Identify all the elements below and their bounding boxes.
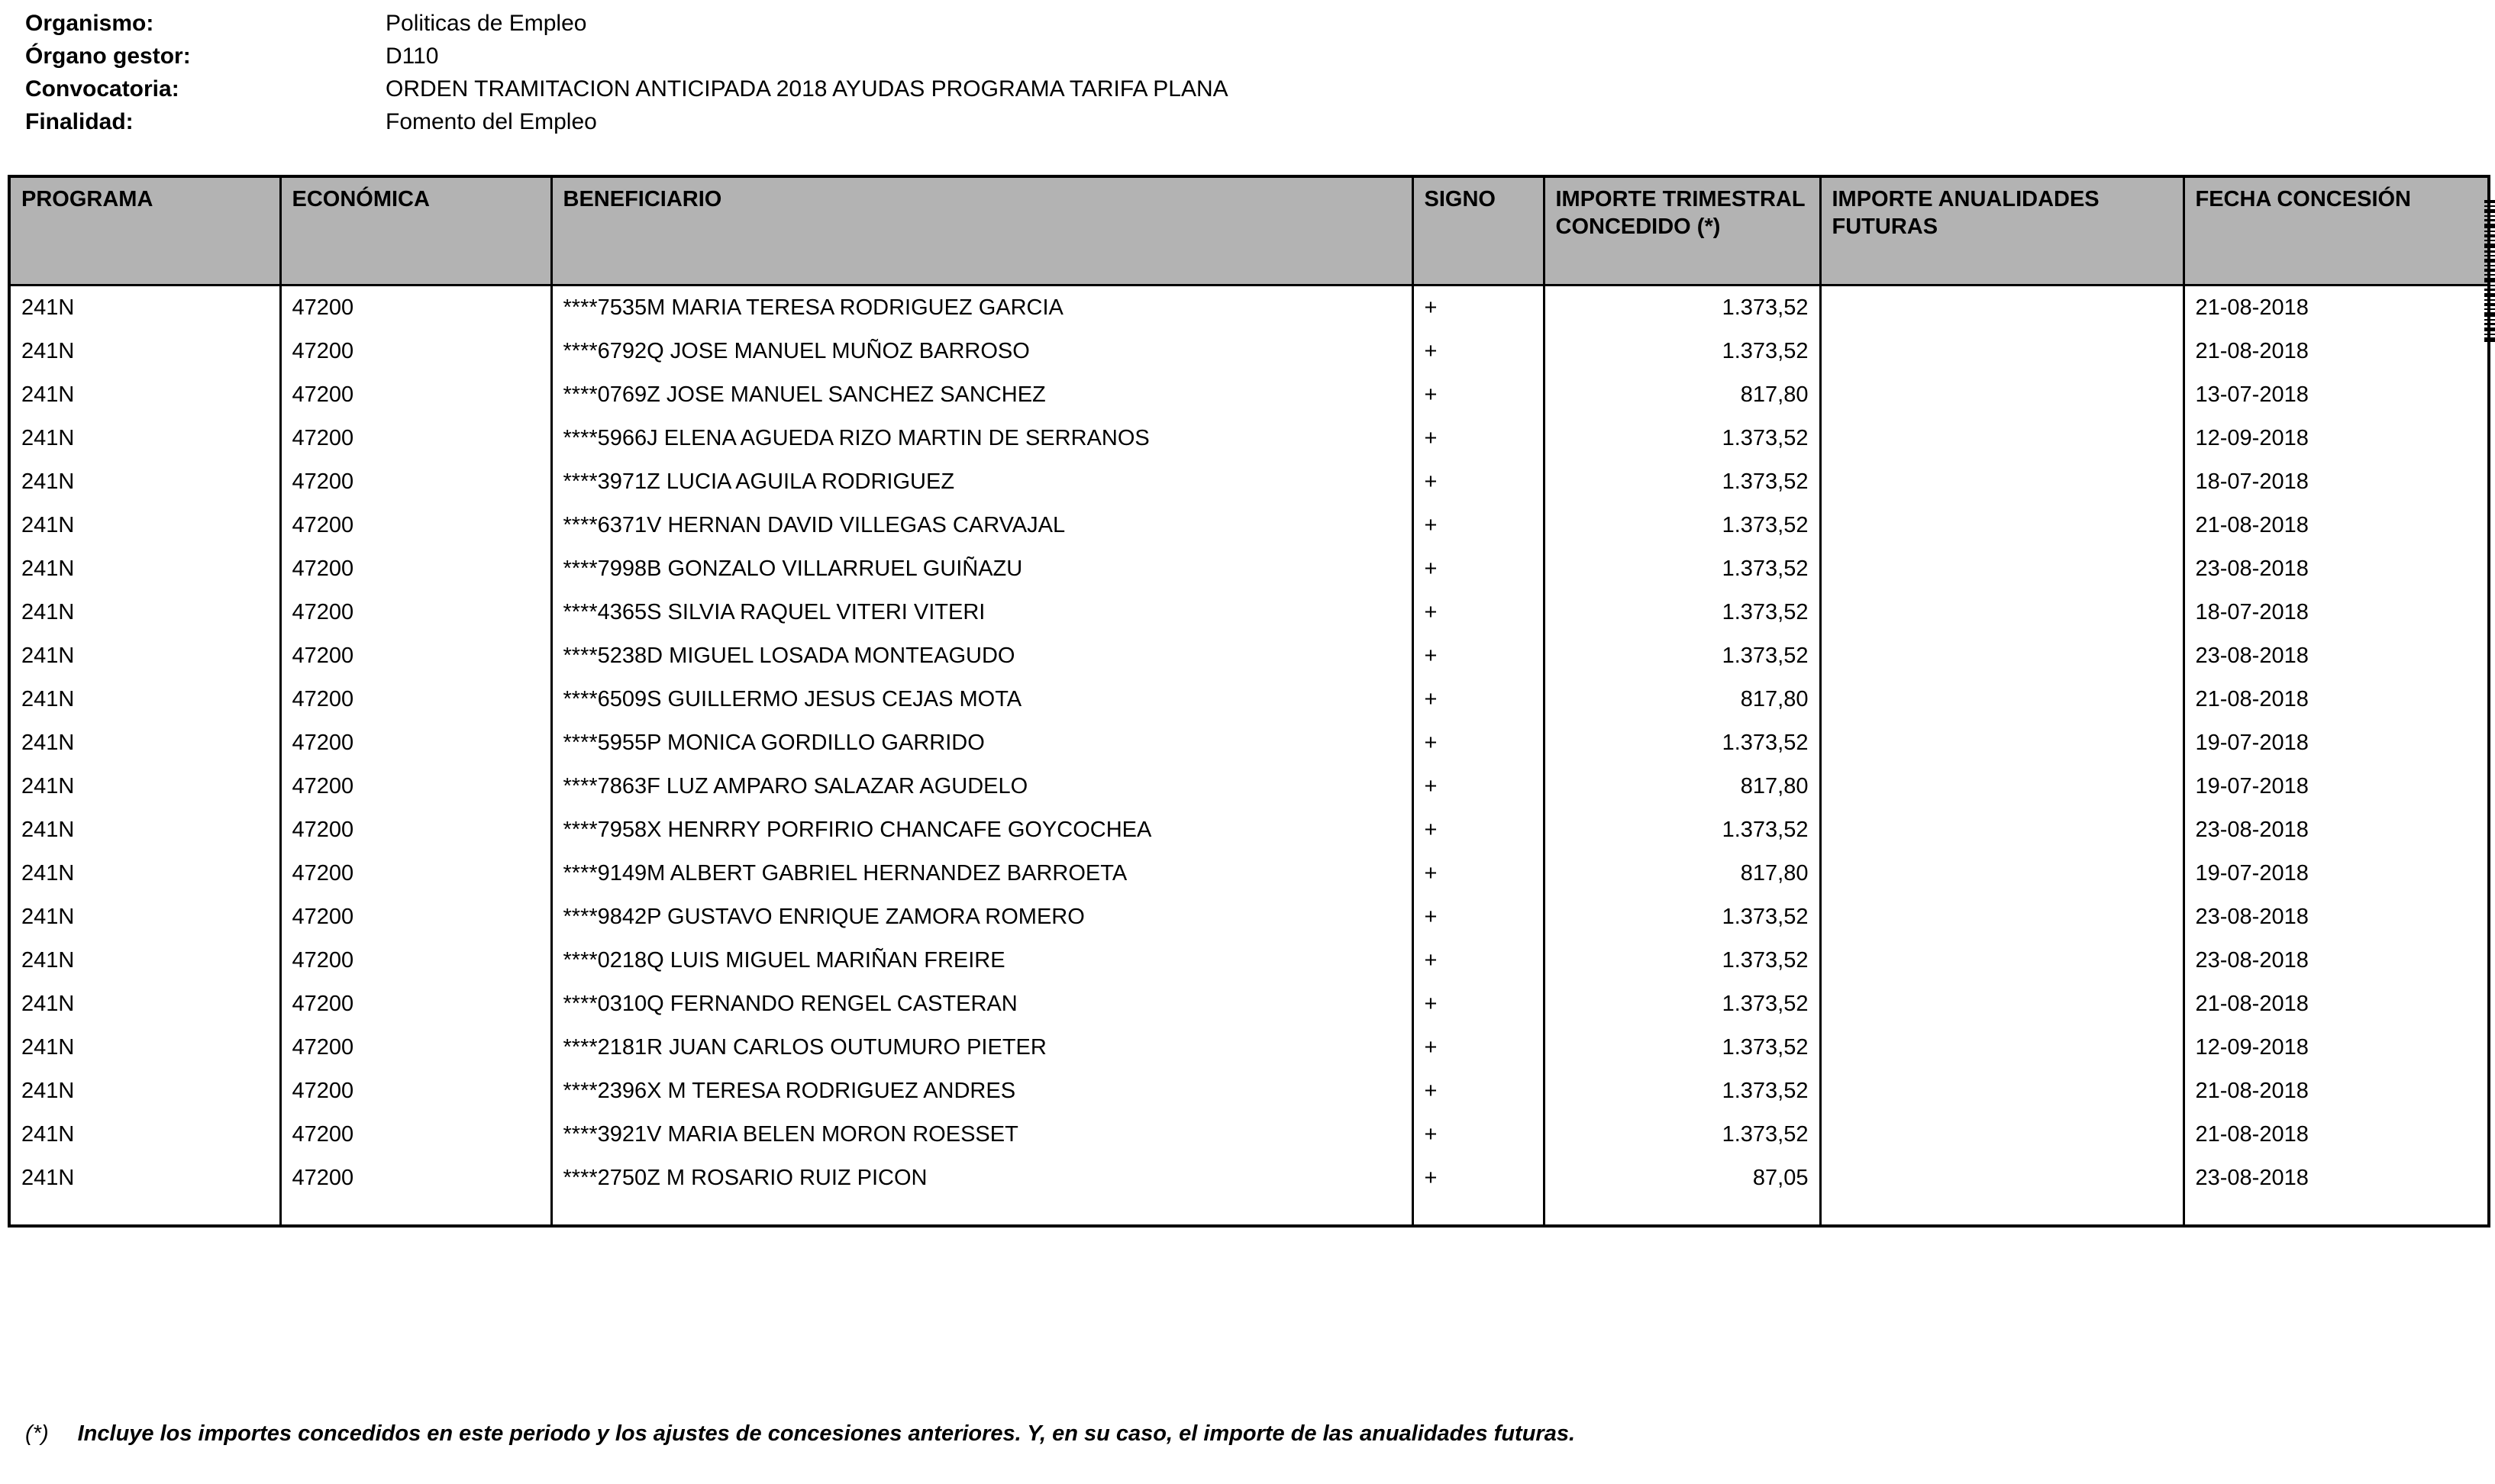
meta-field-value: ORDEN TRAMITACION ANTICIPADA 2018 AYUDAS PROGRAMA TARIFA PLANA [386,76,1228,102]
cell-beneficiario: ****9149M ALBERT GABRIEL HERNANDEZ BARROETA [551,852,1412,895]
cell-programa: 241N [9,504,280,547]
cell-signo: + [1412,1113,1544,1157]
footnote-text: Incluye los importes concedidos en este periodo y los ajustes de concesiones anteriores. Y, en su caso, el importe de las anualidades futuras. [77,1421,1576,1446]
table-row [9,373,2489,417]
table-row [9,634,2489,678]
cell-signo: + [1412,547,1544,591]
cell-fecha-concesion: 23-08-2018 [2184,634,2489,678]
header-cell-importe-trimestral: IMPORTE TRIMESTRAL CONCEDIDO (*) [1544,176,1820,285]
table-header-row [9,176,2489,285]
cell-beneficiario: ****0218Q LUIS MIGUEL MARIÑAN FREIRE [551,939,1412,982]
meta-field-label: Organismo: [25,11,154,36]
spacer-row [9,1200,2489,1226]
cell-importe-anualidades [1820,1113,2184,1157]
cell-programa: 241N [9,373,280,417]
cell-economica: 47200 [280,634,551,678]
cell-importe-trimestral: 1.373,52 [1544,591,1820,634]
cell-importe-anualidades [1820,721,2184,765]
table-row [9,939,2489,982]
header-cell-fecha-concesion: FECHA CONCESIÓN [2184,176,2489,285]
cell-importe-anualidades [1820,547,2184,591]
cell-fecha-concesion: 13-07-2018 [2184,373,2489,417]
cell-importe-anualidades [1820,939,2184,982]
table-row [9,1113,2489,1157]
meta-field-organo-gestor [25,42,2495,71]
cell-programa: 241N [9,591,280,634]
cell-beneficiario: ****2750Z M ROSARIO RUIZ PICON [551,1157,1412,1200]
cell-importe-anualidades [1820,417,2184,460]
meta-field-convocatoria [25,75,2495,104]
cell-fecha-concesion: 21-08-2018 [2184,504,2489,547]
cell-economica: 47200 [280,678,551,721]
cell-fecha-concesion: 19-07-2018 [2184,852,2489,895]
cell-economica: 47200 [280,591,551,634]
cell-programa: 241N [9,1069,280,1113]
cell-economica: 47200 [280,547,551,591]
cell-fecha-concesion: 18-07-2018 [2184,591,2489,634]
cell-beneficiario: ****2181R JUAN CARLOS OUTUMURO PIETER [551,1026,1412,1069]
cell-economica: 47200 [280,765,551,808]
cell-signo: + [1412,1157,1544,1200]
cell-beneficiario: ****0310Q FERNANDO RENGEL CASTERAN [551,982,1412,1026]
cell-economica: 47200 [280,1026,551,1069]
spacer-cell [1412,1200,1544,1226]
cell-importe-anualidades [1820,373,2184,417]
cell-economica: 47200 [280,417,551,460]
cell-programa: 241N [9,460,280,504]
header-cell-economica: ECONÓMICA [280,176,551,285]
spacer-cell [551,1200,1412,1226]
table-row [9,1026,2489,1069]
cell-signo: + [1412,460,1544,504]
cell-economica: 47200 [280,852,551,895]
cell-importe-trimestral: 87,05 [1544,1157,1820,1200]
header-cell-signo: SIGNO [1412,176,1544,285]
cell-importe-anualidades [1820,285,2184,330]
cell-programa: 241N [9,678,280,721]
table-body [9,285,2489,1200]
cell-fecha-concesion: 21-08-2018 [2184,1069,2489,1113]
cell-signo: + [1412,504,1544,547]
table-body-spacer [9,1200,2489,1226]
cell-beneficiario: ****4365S SILVIA RAQUEL VITERI VITERI [551,591,1412,634]
cell-fecha-concesion: 21-08-2018 [2184,285,2489,330]
cell-economica: 47200 [280,330,551,373]
cell-programa: 241N [9,982,280,1026]
cell-programa: 241N [9,1026,280,1069]
table-row [9,982,2489,1026]
cell-economica: 47200 [280,939,551,982]
grants-table-wrapper [8,175,2487,1228]
table-row [9,1157,2489,1200]
cell-signo: + [1412,939,1544,982]
cell-programa: 241N [9,765,280,808]
spacer-cell [2184,1200,2489,1226]
cell-signo: + [1412,373,1544,417]
cell-beneficiario: ****7535M MARIA TERESA RODRIGUEZ GARCIA [551,285,1412,330]
meta-field-finalidad [25,108,2495,137]
footnote-marker: (*) [25,1421,49,1446]
cell-fecha-concesion: 12-09-2018 [2184,417,2489,460]
cell-beneficiario: ****5238D MIGUEL LOSADA MONTEAGUDO [551,634,1412,678]
cell-economica: 47200 [280,982,551,1026]
cell-importe-anualidades [1820,678,2184,721]
cell-importe-anualidades [1820,504,2184,547]
table-row [9,285,2489,330]
cell-programa: 241N [9,852,280,895]
cell-economica: 47200 [280,504,551,547]
cell-signo: + [1412,330,1544,373]
meta-field-value: D110 [386,44,439,69]
header-cell-importe-anualidades: IMPORTE ANUALIDADES FUTURAS [1820,176,2184,285]
cell-importe-anualidades [1820,591,2184,634]
cell-fecha-concesion: 19-07-2018 [2184,765,2489,808]
cell-importe-trimestral: 1.373,52 [1544,285,1820,330]
cell-beneficiario: ****2396X M TERESA RODRIGUEZ ANDRES [551,1069,1412,1113]
table-row [9,808,2489,852]
table-row [9,678,2489,721]
cell-programa: 241N [9,547,280,591]
cell-beneficiario: ****0769Z JOSE MANUEL SANCHEZ SANCHEZ [551,373,1412,417]
cell-programa: 241N [9,808,280,852]
barcode-strip [2484,200,2495,342]
cell-economica: 47200 [280,808,551,852]
cell-programa: 241N [9,939,280,982]
cell-economica: 47200 [280,895,551,939]
cell-importe-anualidades [1820,1026,2184,1069]
cell-economica: 47200 [280,1069,551,1113]
cell-importe-anualidades [1820,330,2184,373]
cell-fecha-concesion: 23-08-2018 [2184,547,2489,591]
cell-beneficiario: ****3971Z LUCIA AGUILA RODRIGUEZ [551,460,1412,504]
meta-field-organismo [25,9,2495,38]
cell-signo: + [1412,721,1544,765]
cell-importe-trimestral: 1.373,52 [1544,1069,1820,1113]
spacer-cell [9,1200,280,1226]
table-row [9,460,2489,504]
cell-fecha-concesion: 23-08-2018 [2184,808,2489,852]
cell-importe-anualidades [1820,1069,2184,1113]
cell-importe-anualidades [1820,852,2184,895]
cell-importe-trimestral: 1.373,52 [1544,417,1820,460]
cell-importe-trimestral: 817,80 [1544,678,1820,721]
document-meta [0,0,2495,137]
table-row [9,895,2489,939]
cell-programa: 241N [9,285,280,330]
cell-fecha-concesion: 19-07-2018 [2184,721,2489,765]
spacer-cell [280,1200,551,1226]
cell-economica: 47200 [280,1157,551,1200]
cell-importe-trimestral: 1.373,52 [1544,939,1820,982]
cell-signo: + [1412,678,1544,721]
cell-importe-trimestral: 1.373,52 [1544,1113,1820,1157]
cell-signo: + [1412,1069,1544,1113]
cell-importe-anualidades [1820,460,2184,504]
cell-importe-trimestral: 1.373,52 [1544,721,1820,765]
cell-importe-trimestral: 1.373,52 [1544,808,1820,852]
cell-programa: 241N [9,634,280,678]
cell-signo: + [1412,417,1544,460]
cell-beneficiario: ****9842P GUSTAVO ENRIQUE ZAMORA ROMERO [551,895,1412,939]
cell-economica: 47200 [280,721,551,765]
cell-economica: 47200 [280,285,551,330]
cell-importe-anualidades [1820,634,2184,678]
cell-fecha-concesion: 23-08-2018 [2184,1157,2489,1200]
cell-beneficiario: ****6509S GUILLERMO JESUS CEJAS MOTA [551,678,1412,721]
cell-beneficiario: ****5955P MONICA GORDILLO GARRIDO [551,721,1412,765]
table-row [9,721,2489,765]
cell-signo: + [1412,285,1544,330]
cell-programa: 241N [9,721,280,765]
cell-importe-trimestral: 1.373,52 [1544,982,1820,1026]
cell-fecha-concesion: 21-08-2018 [2184,330,2489,373]
cell-beneficiario: ****7998B GONZALO VILLARRUEL GUIÑAZU [551,547,1412,591]
cell-beneficiario: ****6371V HERNAN DAVID VILLEGAS CARVAJAL [551,504,1412,547]
cell-fecha-concesion: 21-08-2018 [2184,982,2489,1026]
meta-field-label: Finalidad: [25,109,134,134]
meta-field-label: Órgano gestor: [25,44,191,69]
cell-fecha-concesion: 18-07-2018 [2184,460,2489,504]
cell-signo: + [1412,808,1544,852]
cell-fecha-concesion: 21-08-2018 [2184,1113,2489,1157]
cell-signo: + [1412,765,1544,808]
table-row [9,1069,2489,1113]
cell-beneficiario: ****5966J ELENA AGUEDA RIZO MARTIN DE SERRANOS [551,417,1412,460]
cell-importe-trimestral: 1.373,52 [1544,634,1820,678]
cell-importe-trimestral: 817,80 [1544,373,1820,417]
cell-programa: 241N [9,1113,280,1157]
table-row [9,852,2489,895]
cell-signo: + [1412,634,1544,678]
cell-importe-trimestral: 1.373,52 [1544,330,1820,373]
meta-field-label: Convocatoria: [25,76,179,102]
cell-importe-trimestral: 817,80 [1544,765,1820,808]
table-row [9,765,2489,808]
cell-economica: 47200 [280,1113,551,1157]
cell-signo: + [1412,982,1544,1026]
cell-fecha-concesion: 23-08-2018 [2184,895,2489,939]
cell-importe-anualidades [1820,1157,2184,1200]
cell-importe-trimestral: 1.373,52 [1544,460,1820,504]
cell-signo: + [1412,591,1544,634]
meta-field-value: Politicas de Empleo [386,11,587,36]
cell-programa: 241N [9,330,280,373]
cell-beneficiario: ****6792Q JOSE MANUEL MUÑOZ BARROSO [551,330,1412,373]
cell-programa: 241N [9,417,280,460]
cell-programa: 241N [9,1157,280,1200]
cell-fecha-concesion: 12-09-2018 [2184,1026,2489,1069]
table-row [9,417,2489,460]
cell-signo: + [1412,852,1544,895]
grants-table [8,175,2490,1228]
cell-fecha-concesion: 21-08-2018 [2184,678,2489,721]
cell-fecha-concesion: 23-08-2018 [2184,939,2489,982]
header-cell-beneficiario: BENEFICIARIO [551,176,1412,285]
meta-field-value: Fomento del Empleo [386,109,597,134]
cell-importe-anualidades [1820,895,2184,939]
table-row [9,591,2489,634]
table-row [9,504,2489,547]
cell-economica: 47200 [280,373,551,417]
cell-signo: + [1412,1026,1544,1069]
cell-importe-anualidades [1820,982,2184,1026]
spacer-cell [1544,1200,1820,1226]
cell-programa: 241N [9,895,280,939]
cell-importe-trimestral: 1.373,52 [1544,895,1820,939]
cell-beneficiario: ****7863F LUZ AMPARO SALAZAR AGUDELO [551,765,1412,808]
cell-beneficiario: ****7958X HENRRY PORFIRIO CHANCAFE GOYCOCHEA [551,808,1412,852]
spacer-cell [1820,1200,2184,1226]
cell-importe-trimestral: 1.373,52 [1544,1026,1820,1069]
cell-importe-trimestral: 1.373,52 [1544,504,1820,547]
cell-importe-anualidades [1820,765,2184,808]
footnote [25,1421,1575,1447]
cell-importe-anualidades [1820,808,2184,852]
table-header [9,176,2489,285]
cell-economica: 47200 [280,460,551,504]
cell-beneficiario: ****3921V MARIA BELEN MORON ROESSET [551,1113,1412,1157]
cell-signo: + [1412,895,1544,939]
header-cell-programa: PROGRAMA [9,176,280,285]
cell-importe-trimestral: 1.373,52 [1544,547,1820,591]
table-row [9,547,2489,591]
table-row [9,330,2489,373]
cell-importe-trimestral: 817,80 [1544,852,1820,895]
barcode-icon [2484,200,2495,342]
